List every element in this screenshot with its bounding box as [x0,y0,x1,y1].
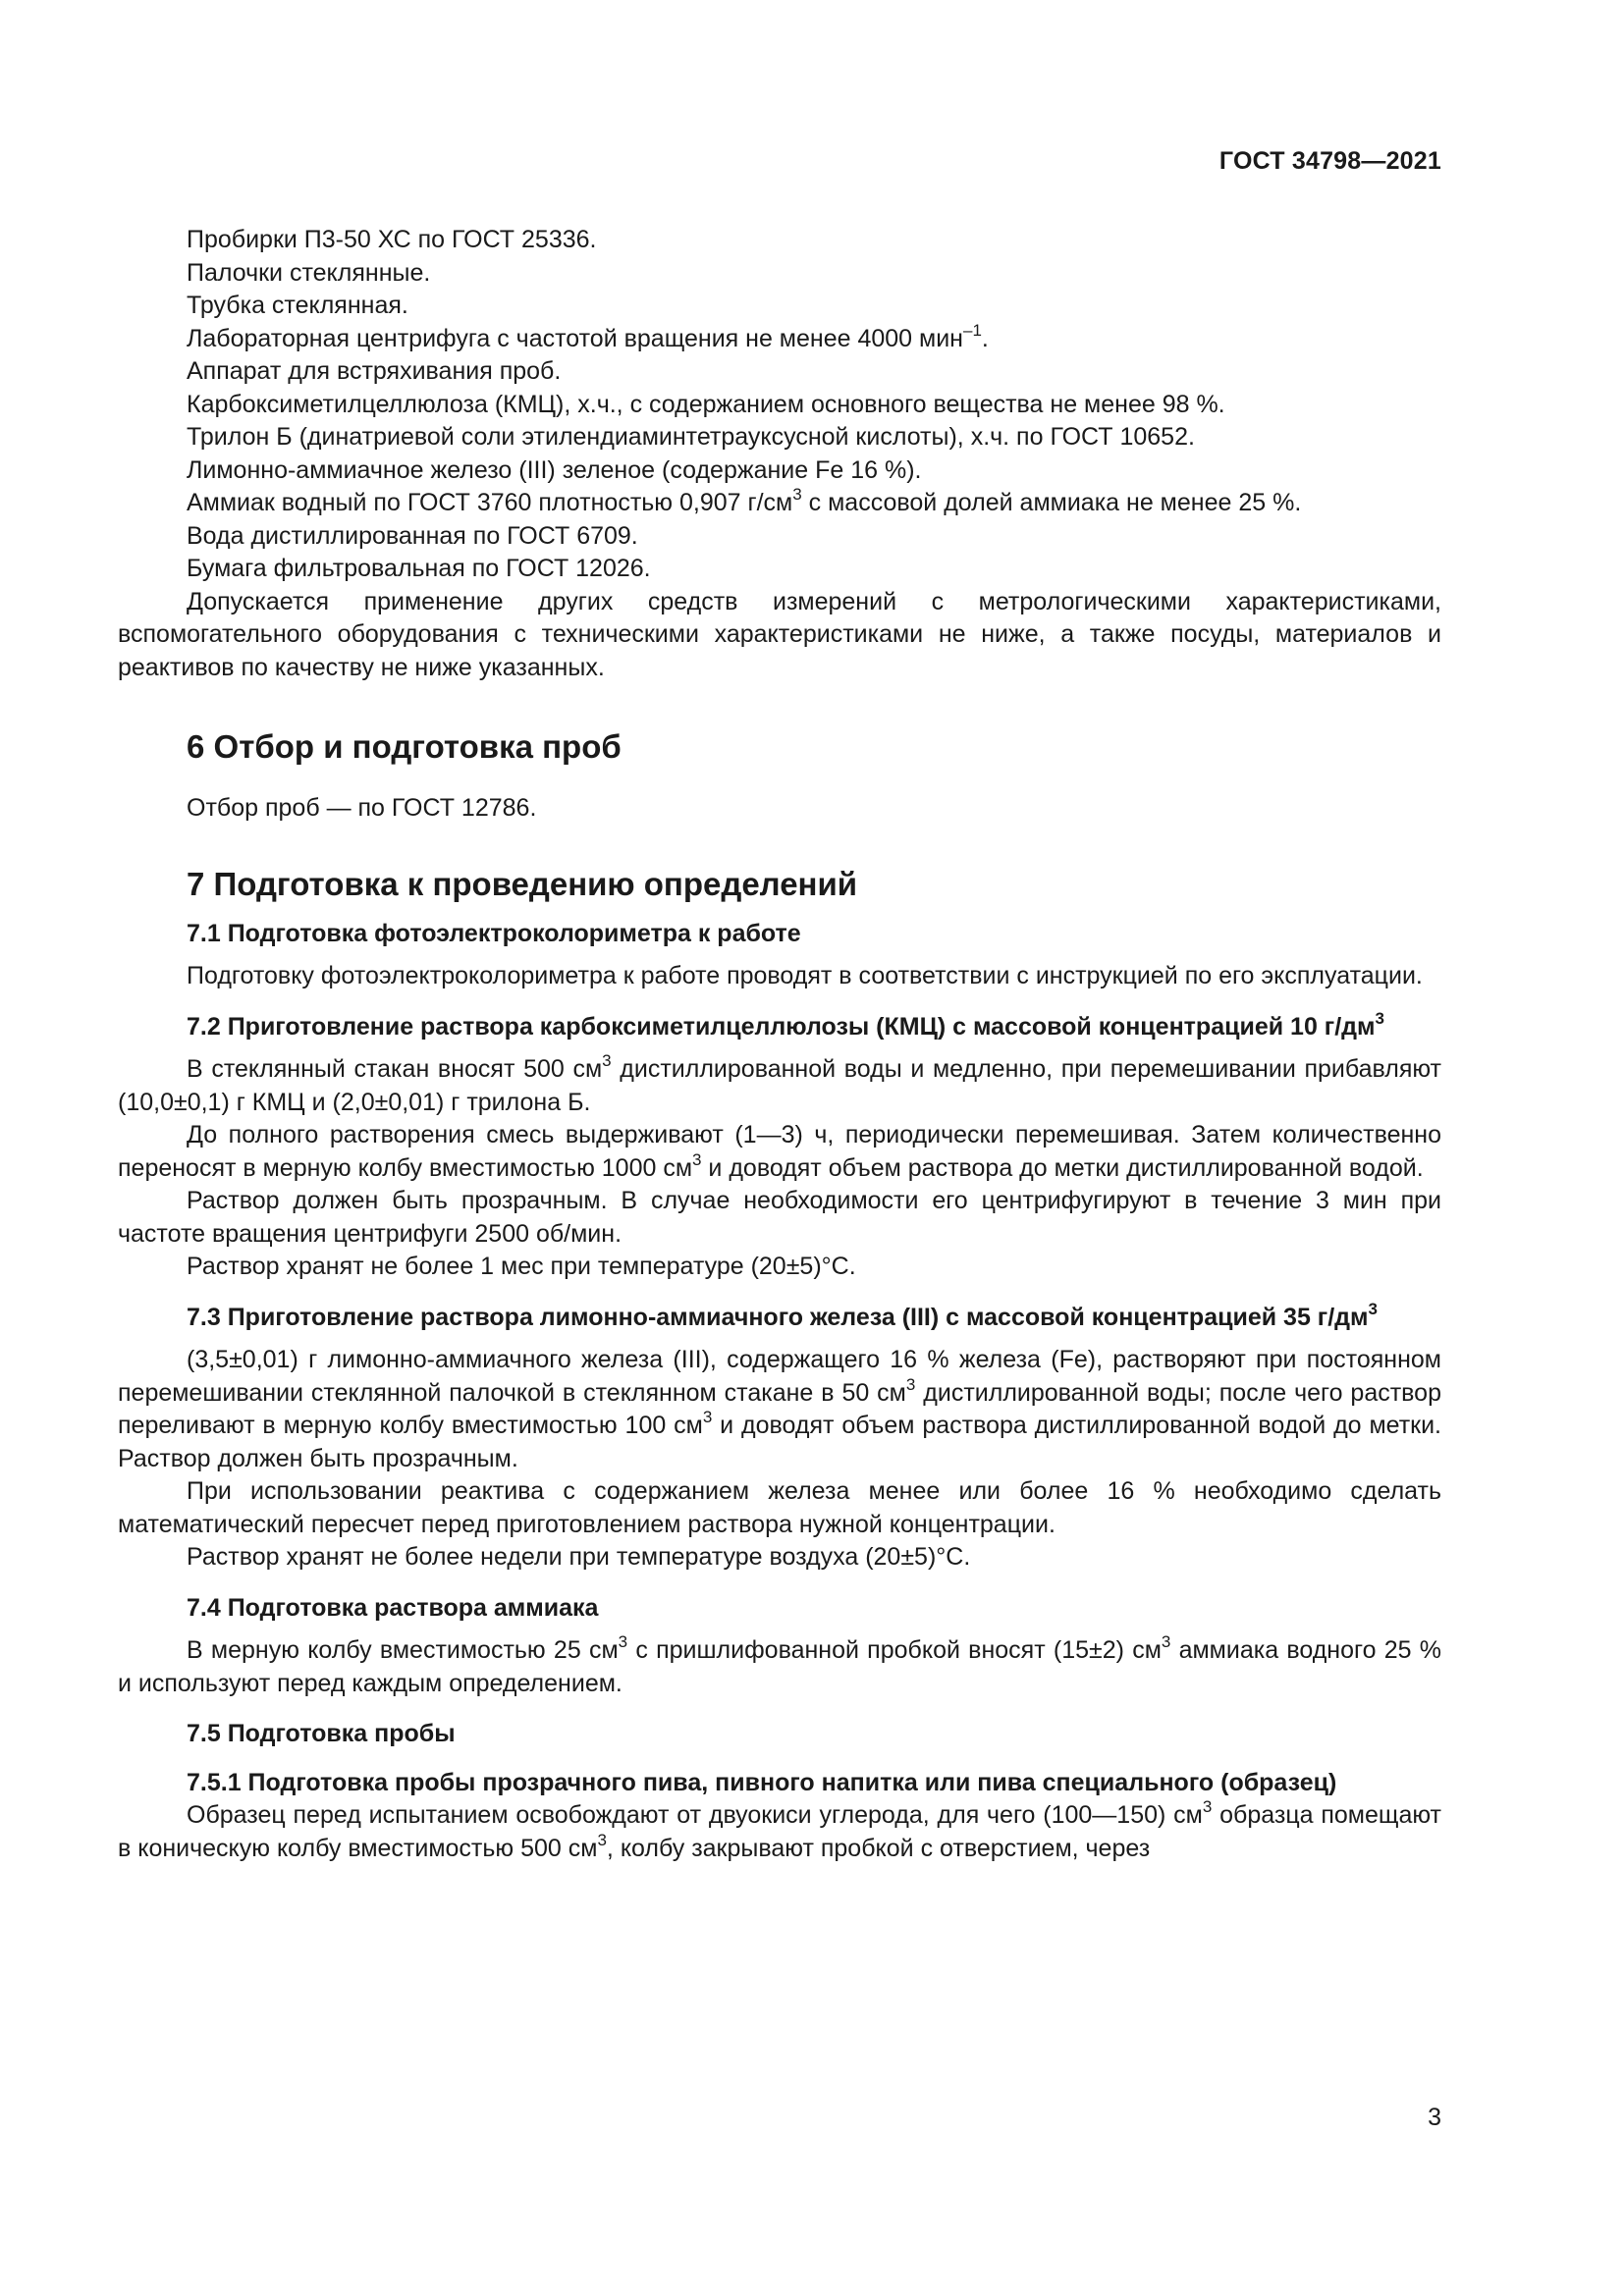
section-7-5-heading: 7.5 Подготовка пробы [187,1720,456,1747]
document-id-header: ГОСТ 34798—2021 [1218,147,1441,175]
section-7-heading: 7 Подготовка к проведению определений [187,865,858,902]
page-number: 3 [1428,2104,1441,2131]
section-7-2-paragraph: В стеклянный стакан вносят 500 $см^3$ дистиллированной воды и медленно, при перемешивании прибавляют (10,0±0,1) г КМЦ и (2,0±0,01) г трилона Б. [118,1051,1442,1116]
section-7-1-text: Подготовку фотоэлектроколориметра к работе проводят в соответствии с инструкцией по его эксплуатации. [187,962,1423,989]
section-7-1-heading: 7.1 Подготовка фотоэлектроколориметра к работе [187,919,801,947]
list-item: Пробирки П3-50 ХС по ГОСТ 25336. [187,226,597,253]
section-7-2-heading: 7.2 Приготовление раствора карбоксиметилцеллюлозы (КМЦ) с массовой концентрацией 10 $г/дм^3$ [187,1008,1384,1041]
section-7-5-1-paragraph: Образец перед испытанием освобождают от двуокиси углерода, для чего (100—150) $см^3$ образца помещают в коническую колбу вместимостью 500 $см^3$, колбу закрывают пробкой с отверстием, через [118,1797,1442,1862]
list-item: Лимонно-аммиачное железо (III) зеленое (содержание Fe 16 %). [187,455,922,484]
page-content [118,224,1441,1865]
section-7-3-paragraph: При использовании реактива с содержанием железа менее или более 16 % необходимо сделать математический пересчет перед приготовлением раствора нужной концентрации. [118,1477,1441,1538]
list-item: Палочки стеклянные. [187,258,431,287]
allowance-paragraph: Допускается применение других средств измерений с метрологическими характеристиками, вспомогательного оборудования с техническими характеристиками не ниже, а также посуды, материалов и реактивов по качеству не ниже указанных. [118,587,1441,681]
section-7-3-heading: 7.3 Приготовление раствора лимонно-аммиачного железа (III) с массовой концентрацией 35 $г/дм^3$ [187,1299,1378,1331]
section-6-text: Отбор проб — по ГОСТ 12786. [187,794,537,822]
list-item: Карбоксиметилцеллюлоза (КМЦ), х.ч., с содержанием основного вещества не менее 98 %. [187,390,1225,418]
section-7-4-heading: 7.4 Подготовка раствора аммиака [187,1593,599,1622]
section-7-2-paragraph: Раствор хранят не более 1 мес при температуре (20±5)°С. [187,1253,856,1280]
list-item: Трубка стеклянная. [187,292,408,319]
section-7-3-paragraph: Раствор хранят не более недели при температуре воздуха (20±5)°С. [187,1543,971,1571]
list-item: Трилон Б (динатриевой соли этилендиаминтетрауксусной кислоты), х.ч. по ГОСТ 10652. [187,423,1195,451]
list-item-ammonia: Аммиак водный по ГОСТ 3760 плотностью 0,907 $г/см^3$ с массовой долей аммиака не менее 25 %. [187,485,1302,516]
section-6-heading: 6 Отбор и подготовка проб [187,728,622,765]
list-item: Бумага фильтровальная по ГОСТ 12026. [187,555,651,582]
section-7-2-paragraph: До полного растворения смесь выдерживают (1—3) ч, периодически перемешивая. Затем количественно переносят в мерную колбу вместимостью 1000 $см^3$ и доводят объем раствора до метки дистиллированной водой. [118,1121,1441,1182]
section-7-4-paragraph: В мерную колбу вместимостью 25 $см^3$ с пришлифованной пробкой вносят (15±2) $см^3$ аммиака водного 25 % и используют перед каждым определением. [118,1632,1441,1697]
section-7-5-1-heading: 7.5.1 Подготовка пробы прозрачного пива, пивного напитка или пива специального (образец) [187,1768,1337,1796]
section-7-2-paragraph: Раствор должен быть прозрачным. В случае необходимости его центрифугируют в течение 3 мин при частоте вращения центрифуги 2500 об/мин. [118,1187,1441,1248]
list-item-centrifuge: Лабораторная центрифуга с частотой вращения не менее 4000 мин$^{-1}$. [187,320,989,352]
list-item: Аппарат для встряхивания проб. [187,357,562,385]
list-item: Вода дистиллированная по ГОСТ 6709. [187,521,638,550]
section-7-3-paragraph: (3,5±0,01) г лимонно-аммиачного железа (III), содержащего 16 % железа (Fe), растворяют при постоянном перемешивании стеклянной палочкой в стеклянном стакане в 50 $см^3$ дистиллированной воды; после чего раствор переливают в мерную колбу вместимостью 100 $см^3$ и доводят объем раствора дистиллированной водой до метки. Раствор должен быть прозрачным. [118,1346,1441,1472]
